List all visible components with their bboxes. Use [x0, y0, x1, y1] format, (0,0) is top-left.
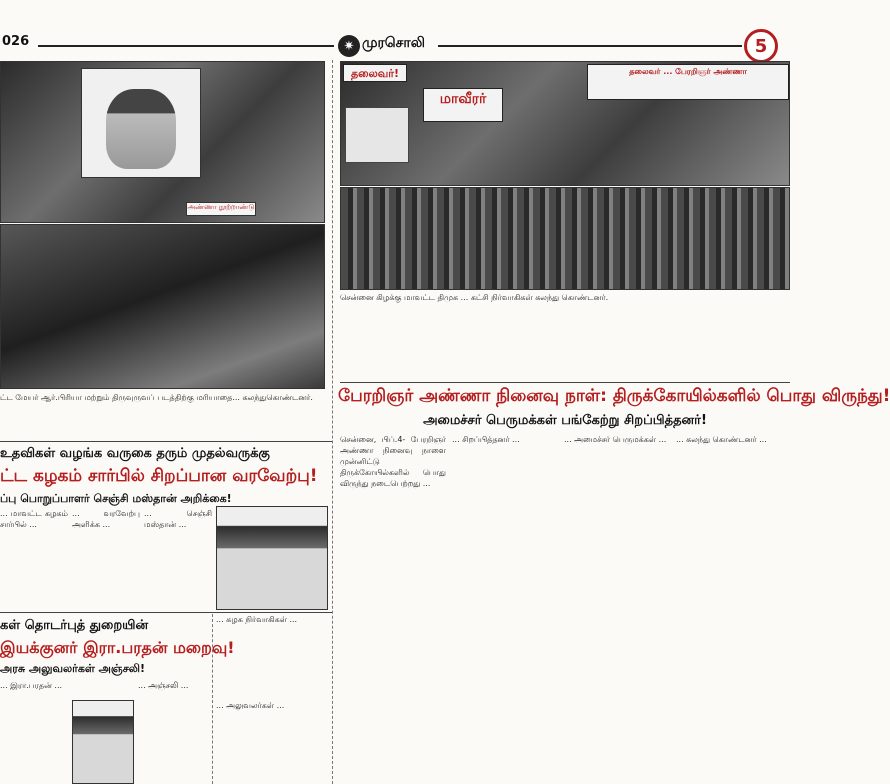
section-rule-1 — [0, 441, 332, 442]
left-story-column-2: ... வரவேற்பு அளிக்க ... — [72, 509, 140, 529]
left-story-column-4: ... கழக நிர்வாகிகள் ... — [216, 615, 298, 624]
main-headline: பேரறிஞர் அண்ணா நினைவு நாள்: திருக்கோயில்களில் பொது விருந்து! — [338, 386, 890, 406]
leader-portrait — [216, 506, 328, 610]
obituary-column-1: ... இரா.பரதன் ... — [0, 681, 63, 690]
stage-banner-2: மாவீரர் — [423, 88, 503, 122]
obituary-subline: அரசு அலுவலர்கள் அஞ்சலி! — [0, 662, 146, 675]
left-bottom-photo — [0, 224, 325, 389]
issue-date: 026 — [2, 34, 30, 49]
page-header — [0, 0, 800, 60]
main-story-column-3: ... அமைச்சர் பெருமக்கள் ... — [564, 435, 667, 444]
right-bottom-photo — [340, 187, 790, 290]
header-rule-left — [38, 45, 334, 47]
stage-banner-1: தலைவர்! — [343, 64, 407, 82]
left-top-photo — [0, 61, 325, 223]
main-story-column-4: ... கலந்து கொண்டனர் ... — [676, 435, 767, 444]
page-number: 5 — [744, 29, 778, 63]
left-headline-1: உதவிகள் வழங்க வருகை தரும் முதல்வருக்கு — [0, 446, 270, 461]
section-rule-3 — [340, 382, 790, 383]
obituary-headline-1: கள் தொடர்புத் துறையின் — [0, 618, 149, 633]
main-story-column-1: சென்னை, பிப்.4- பேரறிஞர் அண்ணா நினைவு நாளை முன்னிட்டு திருக்கோயில்களில் பொது விருந்து நடைபெற்றது ... — [340, 435, 446, 488]
left-story-column-3: ... செஞ்சி மஸ்தான் ... — [144, 509, 212, 529]
obituary-portrait — [72, 700, 134, 784]
anna-portrait-frame — [81, 68, 201, 178]
obituary-column-2: ... அஞ்சலி ... — [138, 681, 189, 690]
right-photo-caption: சென்னை கிழக்கு மாவட்ட திமுக ... கட்சி நிர்வாகிகள் கலந்து கொண்டனர். — [340, 293, 609, 302]
left-photo-caption: ட்ட மேயர் ஆர்.பிரியா மற்றும் திருவுருவப் படத்திற்கு மரியாதை... கலந்துகொண்டனர். — [0, 393, 313, 402]
podium — [345, 107, 409, 163]
newspaper-name: முரசொலி — [362, 35, 425, 51]
anna-portrait-face — [106, 89, 176, 169]
left-subline: ப்பு பொறுப்பாளர் செஞ்சி மஸ்தான் அறிக்கை! — [0, 492, 232, 505]
left-story-column-1: ... மாவட்ட கழகம் சார்பில் ... — [0, 509, 68, 529]
photo-banner: அண்ணா நூற்றாண்டு — [186, 202, 256, 216]
header-rule-right — [438, 45, 742, 47]
main-subheadline: அமைச்சர் பெருமக்கள் பங்கேற்று சிறப்பித்தனர்! — [423, 413, 707, 428]
left-headline-2: ட்ட கழகம் சார்பில் சிறப்பான வரவேற்பு! — [0, 466, 318, 486]
stage-banner-3: தலைவர் ... பேரறிஞர் அண்ணா — [587, 64, 789, 100]
column-divider-obit — [212, 614, 213, 784]
column-divider-main — [332, 60, 333, 784]
right-top-photo — [340, 61, 790, 186]
obituary-headline-2: இயக்குனர் இரா.பரதன் மறைவு! — [0, 638, 235, 657]
obituary-column-3: ... அலுவலர்கள் ... — [216, 701, 285, 710]
main-story-column-2: ... சிறப்பித்தனர் ... — [452, 435, 520, 444]
rising-sun-emblem-icon: ✷ — [338, 35, 360, 57]
section-rule-2 — [0, 612, 332, 613]
